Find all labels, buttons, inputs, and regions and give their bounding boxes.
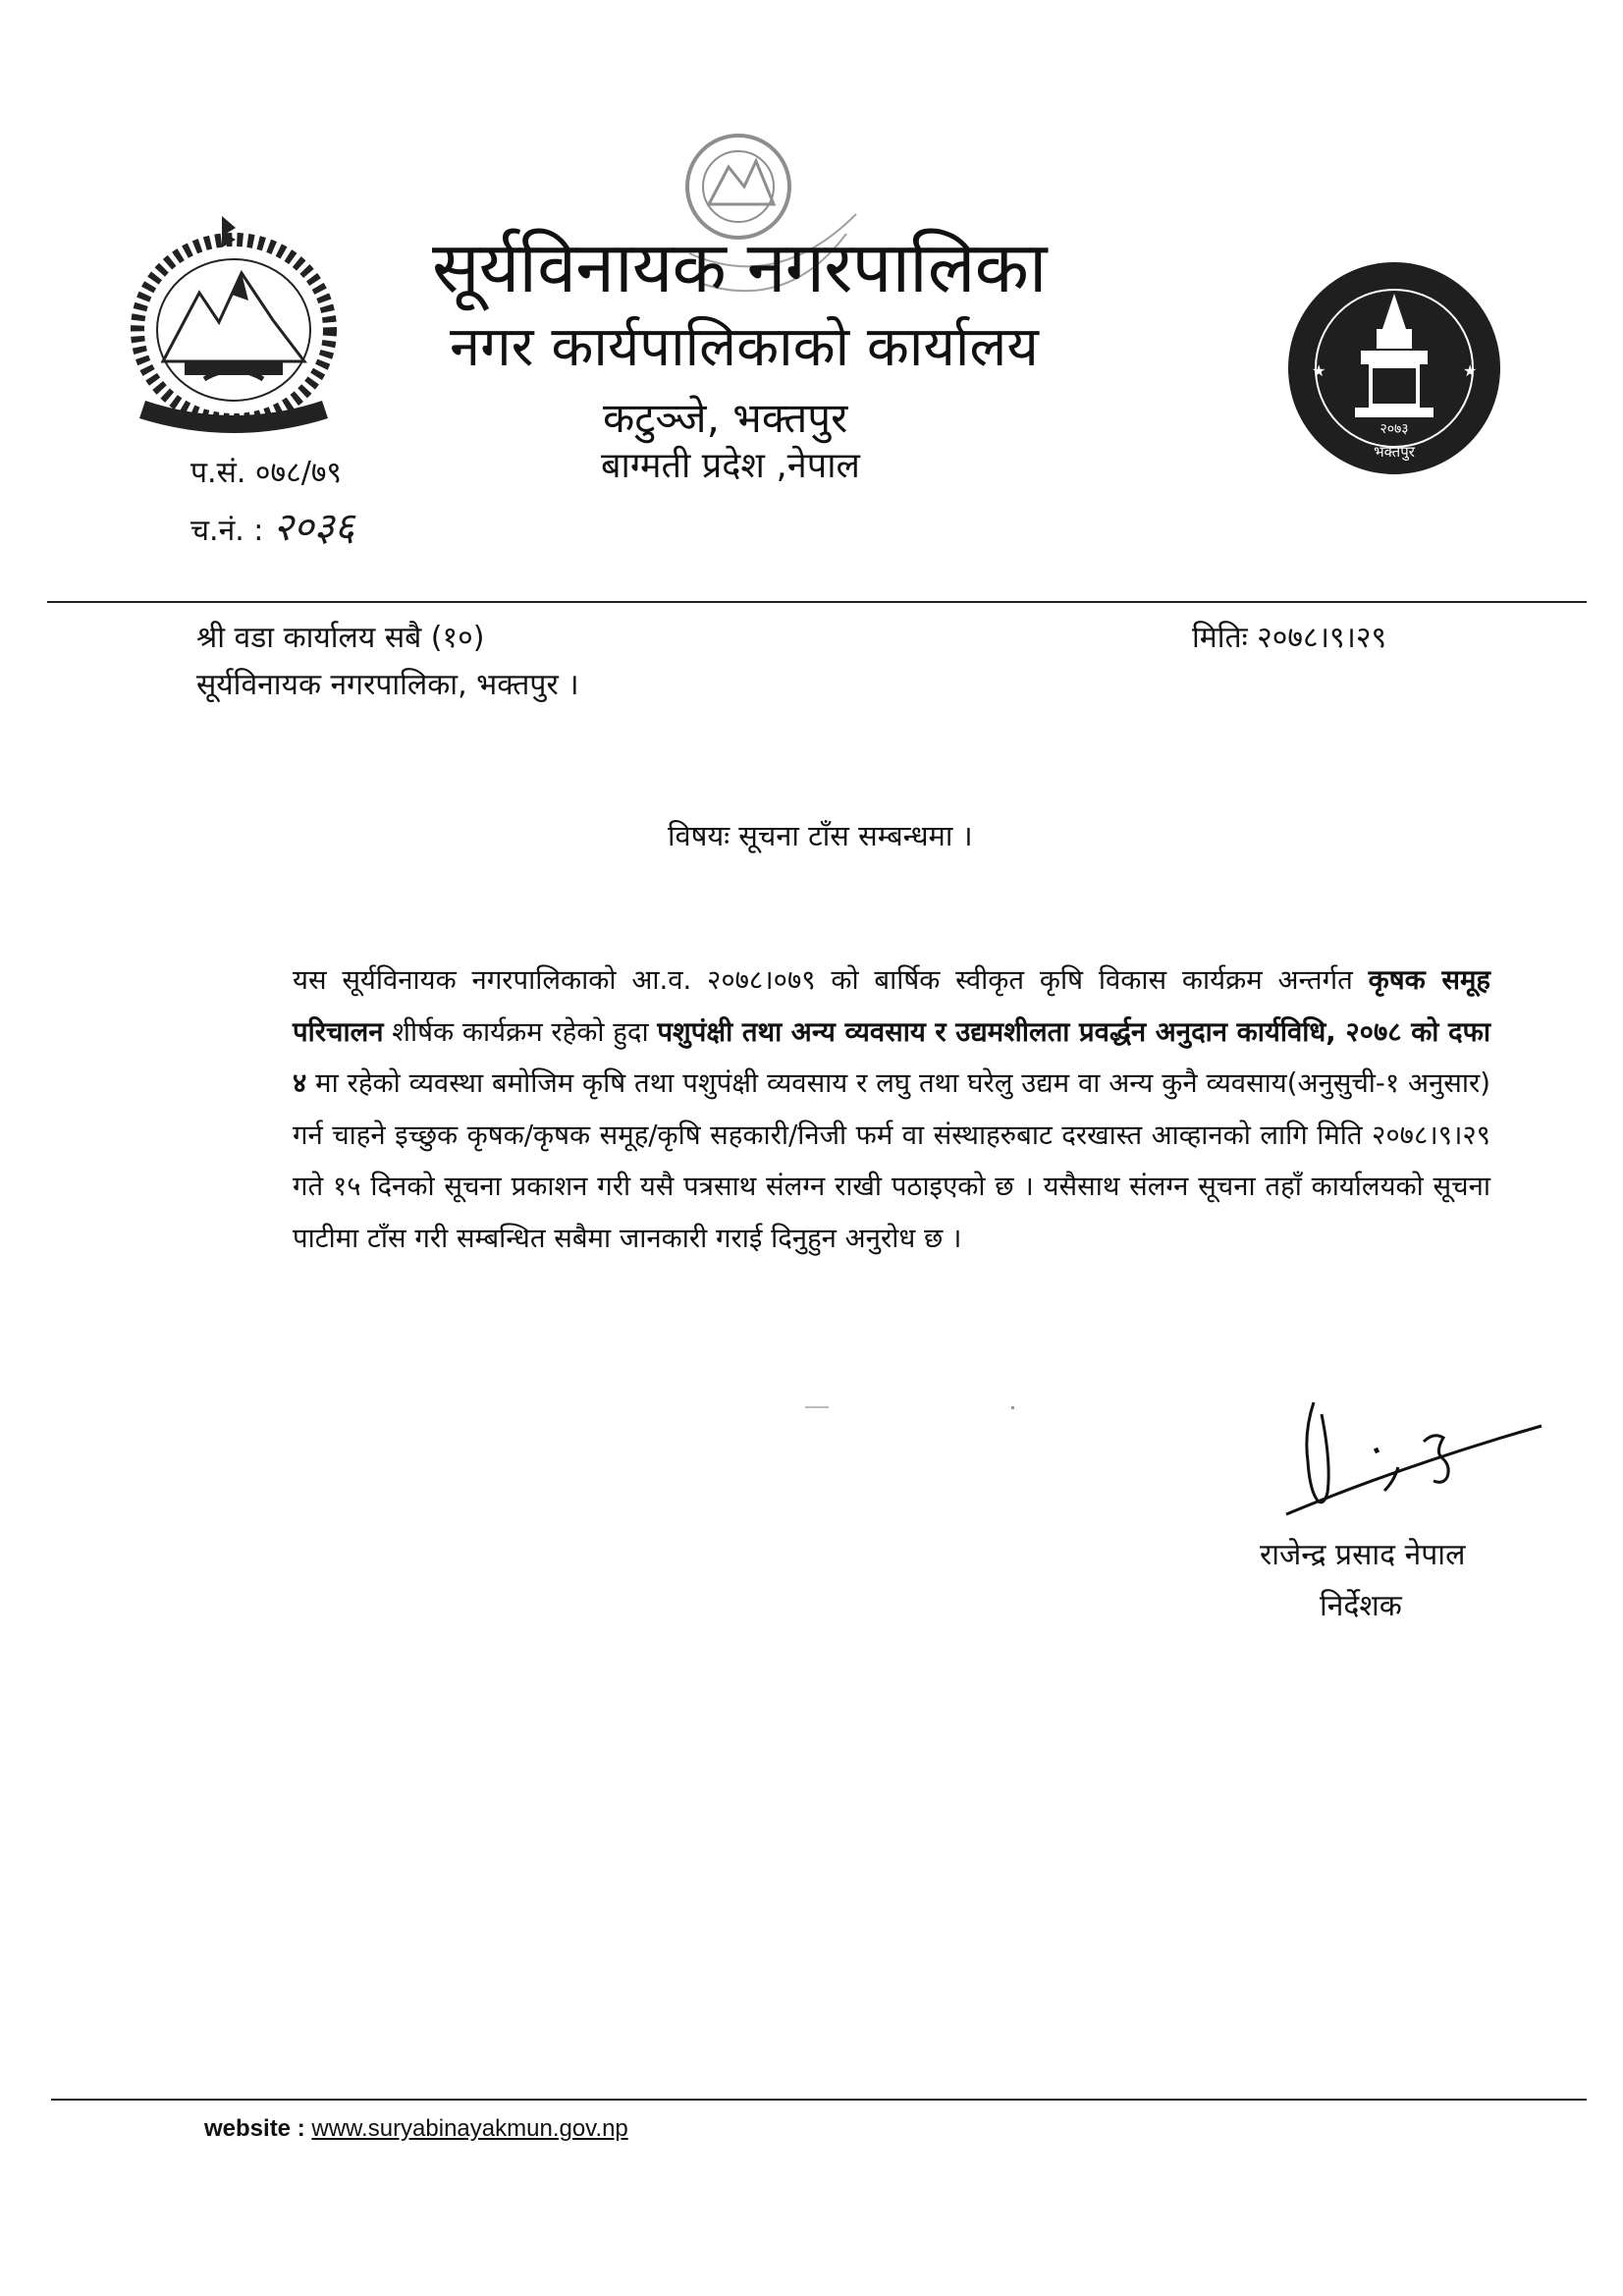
svg-text:★: ★ bbox=[1312, 361, 1326, 380]
logo-year: २०७३ bbox=[1380, 421, 1409, 437]
address-line-1: कटुञ्जे, भक्तपुर bbox=[603, 394, 848, 442]
letter-subject: विषयः सूचना टाँस सम्बन्धमा । bbox=[668, 819, 973, 852]
recipient-line-2: सूर्यविनायक नगरपालिका, भक्तपुर । bbox=[196, 668, 579, 702]
dispatch-number bbox=[190, 506, 354, 553]
body-part-4-bold: पशुपंक्षी तथा अन्य व्यवसाय र उद्यमशीलता प्रवर्द्धन अनुदान कार्यविधि, २०७८ को दफा ४ bbox=[293, 1015, 1490, 1099]
website-label: website : bbox=[204, 2115, 305, 2142]
address-line-2: बाग्मती प्रदेश ,नेपाल bbox=[601, 446, 860, 486]
recipient-line-1: श्री वडा कार्यालय सबै (१०) bbox=[196, 621, 485, 655]
scan-dot bbox=[1011, 1406, 1014, 1409]
signatory-title: निर्देशक bbox=[1320, 1589, 1402, 1623]
svg-text:★: ★ bbox=[1463, 361, 1478, 380]
handwritten-signature bbox=[1267, 1383, 1551, 1530]
nepal-coat-of-arms-icon bbox=[116, 214, 352, 435]
body-part-3: शीर्षक कार्यक्रम रहेको हुदा bbox=[383, 1015, 658, 1048]
header-divider bbox=[47, 601, 1587, 603]
footer-website bbox=[204, 2109, 628, 2149]
dispatch-value: २०३६ bbox=[272, 505, 355, 550]
office-name: नगर कार्यपालिकाको कार्यालय bbox=[450, 315, 1039, 379]
footer-divider bbox=[51, 2099, 1587, 2101]
body-part-5: मा रहेको व्यवस्था बमोजिम कृषि तथा पशुपंक्षी व्यवसाय र लघु तथा घरेलु उद्यम वा अन्य कुनै व्यवसाय(अनुसुची-१ अनुसार) गर्न चाहने इच्छुक कृषक/कृषक समूह/कृषि सहकारी/निजी फर्म वा संस्थाहरुबाट दरखास्त आव्हानको लागि मिति २०७८।९।२९ गते १५ दिनको सूचना प्रकाशन गरी यसै पत्रसाथ संलग्न राखी पठाइएको छ । यसैसाथ संलग्न सूचना तहाँ कार्यालयको सूचना पाटीमा टाँस गरी सम्बन्धित सबैमा जानकारी गराई दिनुहुन अनुरोध छ । bbox=[293, 1067, 1490, 1254]
recipient-block bbox=[196, 615, 579, 709]
website-link[interactable]: www.suryabinayakmun.gov.np bbox=[311, 2115, 628, 2142]
logo-place: भक्तपुर bbox=[1374, 443, 1415, 461]
dispatch-label: च.नं. : bbox=[190, 514, 264, 548]
reference-number: प.सं. ०७८/७९ bbox=[190, 456, 343, 490]
body-part-2-bold: कृषक समूह परिचालन bbox=[293, 964, 1490, 1048]
municipality-name: सूर्यविनायक नगरपालिका bbox=[432, 226, 1047, 308]
municipality-logo-icon bbox=[1286, 260, 1502, 476]
body-part-1: यस सूर्यविनायक नगरपालिकाको आ.व. २०७८।०७९ को बार्षिक स्वीकृत कृषि विकास कार्यक्रम अन्तर्गत bbox=[293, 964, 1353, 996]
signatory-name: राजेन्द्र प्रसाद नेपाल bbox=[1260, 1538, 1466, 1572]
scan-mark bbox=[805, 1406, 829, 1408]
letter-date: मितिः २०७८।९।२९ bbox=[1192, 621, 1387, 655]
letter-body bbox=[293, 955, 1490, 1264]
